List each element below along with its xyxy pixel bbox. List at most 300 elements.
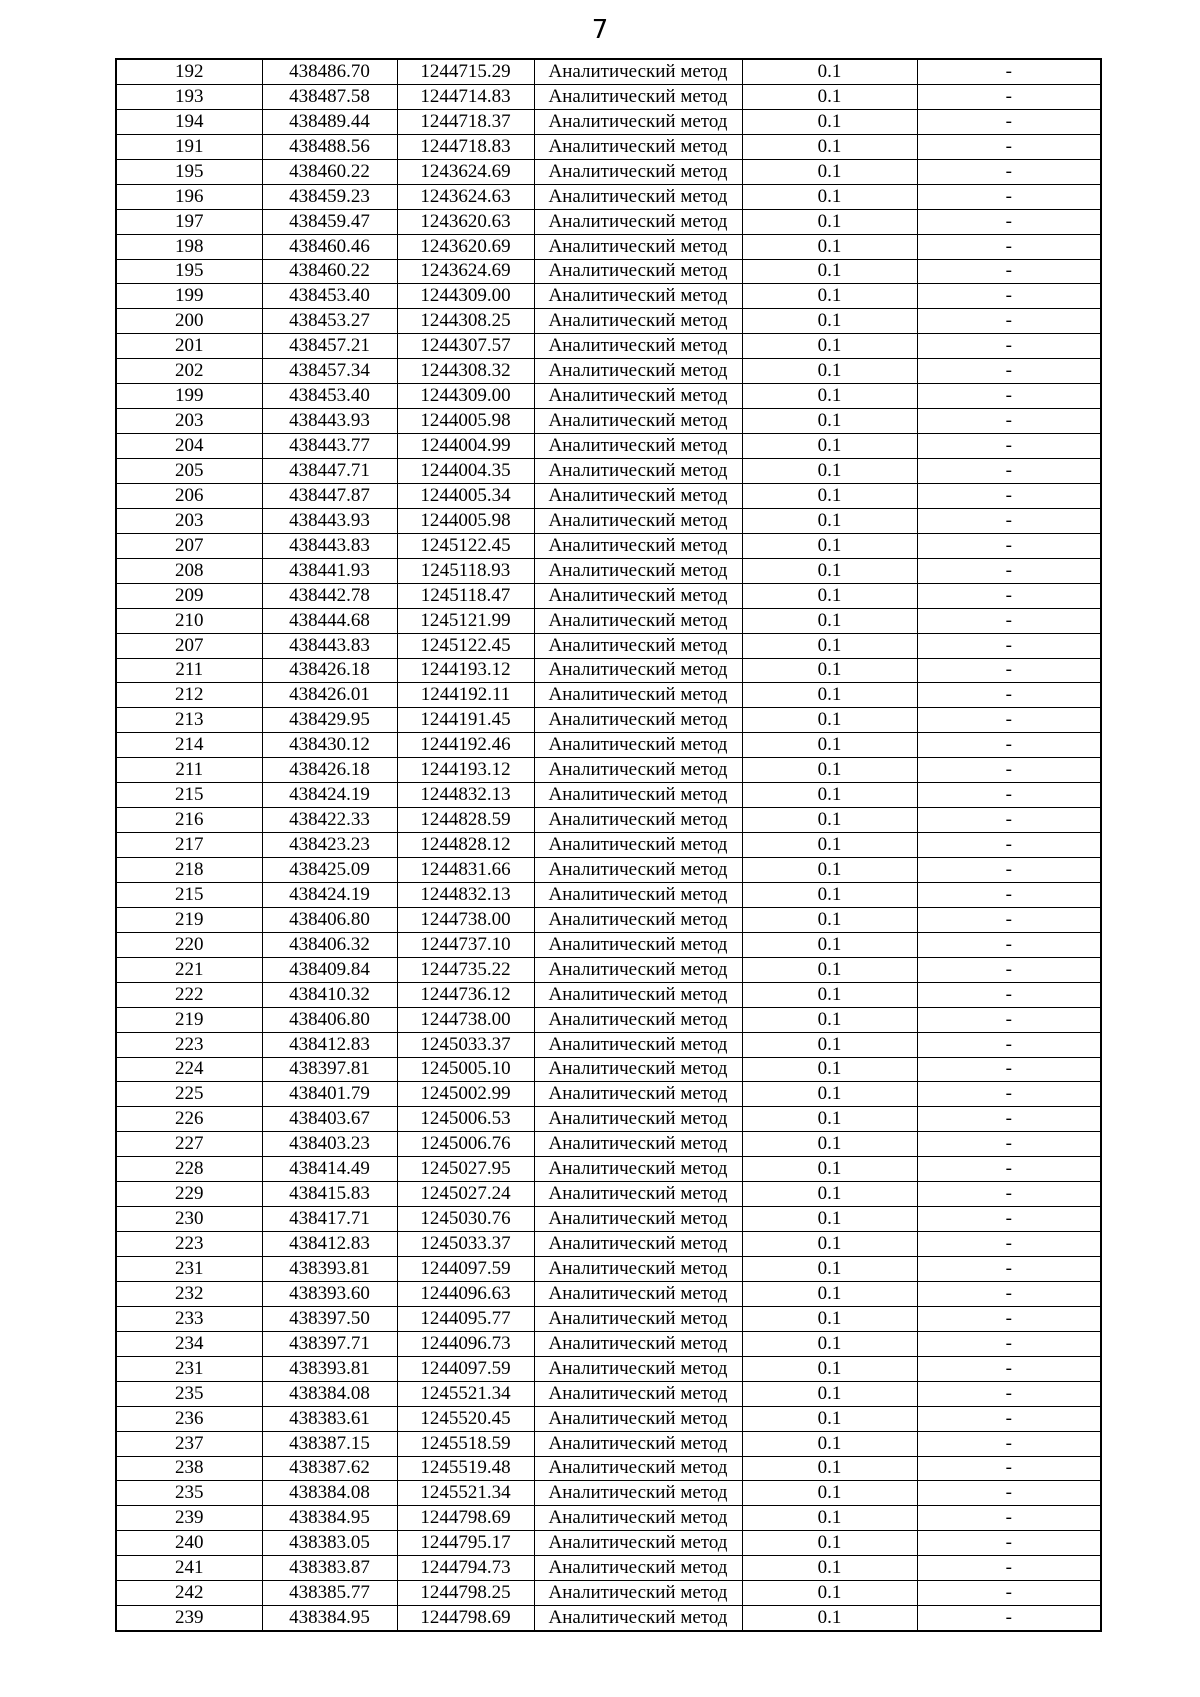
table-row bbox=[116, 758, 1101, 783]
y-coordinate-cell: 1245121.99 bbox=[397, 608, 534, 633]
table-row bbox=[116, 1032, 1101, 1057]
y-coordinate-cell: 1244715.29 bbox=[397, 59, 534, 84]
accuracy-cell: 0.1 bbox=[742, 1431, 917, 1456]
method-cell: Аналитический метод bbox=[534, 608, 742, 633]
method-cell: Аналитический метод bbox=[534, 159, 742, 184]
point-number-cell: 203 bbox=[116, 409, 262, 434]
y-coordinate-cell: 1244714.83 bbox=[397, 84, 534, 109]
point-number-cell: 223 bbox=[116, 1032, 262, 1057]
page-number: 7 bbox=[591, 15, 609, 45]
method-cell: Аналитический метод bbox=[534, 982, 742, 1007]
x-coordinate-cell: 438487.58 bbox=[262, 84, 397, 109]
y-coordinate-cell: 1244831.66 bbox=[397, 858, 534, 883]
x-coordinate-cell: 438453.27 bbox=[262, 309, 397, 334]
note-cell: - bbox=[917, 1581, 1101, 1606]
accuracy-cell: 0.1 bbox=[742, 1581, 917, 1606]
note-cell: - bbox=[917, 1232, 1101, 1257]
table-row bbox=[116, 1606, 1101, 1631]
y-coordinate-cell: 1245030.76 bbox=[397, 1207, 534, 1232]
point-number-cell: 193 bbox=[116, 84, 262, 109]
x-coordinate-cell: 438403.67 bbox=[262, 1107, 397, 1132]
note-cell: - bbox=[917, 1406, 1101, 1431]
table-row bbox=[116, 1456, 1101, 1481]
table-row bbox=[116, 633, 1101, 658]
y-coordinate-cell: 1243620.69 bbox=[397, 234, 534, 259]
accuracy-cell: 0.1 bbox=[742, 907, 917, 932]
accuracy-cell: 0.1 bbox=[742, 1032, 917, 1057]
x-coordinate-cell: 438459.23 bbox=[262, 184, 397, 209]
table-row bbox=[116, 359, 1101, 384]
method-cell: Аналитический метод bbox=[534, 1456, 742, 1481]
table-row bbox=[116, 159, 1101, 184]
point-number-cell: 216 bbox=[116, 808, 262, 833]
method-cell: Аналитический метод bbox=[534, 1356, 742, 1381]
note-cell: - bbox=[917, 1257, 1101, 1282]
table-row bbox=[116, 234, 1101, 259]
y-coordinate-cell: 1245122.45 bbox=[397, 533, 534, 558]
point-number-cell: 231 bbox=[116, 1257, 262, 1282]
y-coordinate-cell: 1245519.48 bbox=[397, 1456, 534, 1481]
accuracy-cell: 0.1 bbox=[742, 683, 917, 708]
point-number-cell: 206 bbox=[116, 483, 262, 508]
note-cell: - bbox=[917, 1182, 1101, 1207]
note-cell: - bbox=[917, 1007, 1101, 1032]
method-cell: Аналитический метод bbox=[534, 134, 742, 159]
accuracy-cell: 0.1 bbox=[742, 384, 917, 409]
point-number-cell: 211 bbox=[116, 658, 262, 683]
method-cell: Аналитический метод bbox=[534, 284, 742, 309]
note-cell: - bbox=[917, 1306, 1101, 1331]
method-cell: Аналитический метод bbox=[534, 1531, 742, 1556]
x-coordinate-cell: 438459.47 bbox=[262, 209, 397, 234]
x-coordinate-cell: 438425.09 bbox=[262, 858, 397, 883]
point-number-cell: 239 bbox=[116, 1606, 262, 1631]
method-cell: Аналитический метод bbox=[534, 508, 742, 533]
x-coordinate-cell: 438443.93 bbox=[262, 508, 397, 533]
accuracy-cell: 0.1 bbox=[742, 1356, 917, 1381]
x-coordinate-cell: 438422.33 bbox=[262, 808, 397, 833]
method-cell: Аналитический метод bbox=[534, 1032, 742, 1057]
accuracy-cell: 0.1 bbox=[742, 1057, 917, 1082]
x-coordinate-cell: 438460.46 bbox=[262, 234, 397, 259]
table-row bbox=[116, 1157, 1101, 1182]
point-number-cell: 202 bbox=[116, 359, 262, 384]
y-coordinate-cell: 1245520.45 bbox=[397, 1406, 534, 1431]
accuracy-cell: 0.1 bbox=[742, 733, 917, 758]
y-coordinate-cell: 1244192.11 bbox=[397, 683, 534, 708]
table-row bbox=[116, 334, 1101, 359]
point-number-cell: 199 bbox=[116, 284, 262, 309]
x-coordinate-cell: 438424.19 bbox=[262, 882, 397, 907]
method-cell: Аналитический метод bbox=[534, 384, 742, 409]
x-coordinate-cell: 438453.40 bbox=[262, 284, 397, 309]
method-cell: Аналитический метод bbox=[534, 1606, 742, 1631]
table-row bbox=[116, 783, 1101, 808]
y-coordinate-cell: 1244096.73 bbox=[397, 1331, 534, 1356]
table-row bbox=[116, 932, 1101, 957]
x-coordinate-cell: 438426.18 bbox=[262, 658, 397, 683]
note-cell: - bbox=[917, 1481, 1101, 1506]
note-cell: - bbox=[917, 1556, 1101, 1581]
accuracy-cell: 0.1 bbox=[742, 1257, 917, 1282]
table-row bbox=[116, 1107, 1101, 1132]
point-number-cell: 219 bbox=[116, 1007, 262, 1032]
table-row bbox=[116, 708, 1101, 733]
table-row bbox=[116, 409, 1101, 434]
y-coordinate-cell: 1244736.12 bbox=[397, 982, 534, 1007]
y-coordinate-cell: 1243624.69 bbox=[397, 159, 534, 184]
note-cell: - bbox=[917, 384, 1101, 409]
table-row bbox=[116, 1306, 1101, 1331]
y-coordinate-cell: 1244005.98 bbox=[397, 409, 534, 434]
accuracy-cell: 0.1 bbox=[742, 1232, 917, 1257]
y-coordinate-cell: 1244718.37 bbox=[397, 109, 534, 134]
method-cell: Аналитический метод bbox=[534, 932, 742, 957]
x-coordinate-cell: 438423.23 bbox=[262, 833, 397, 858]
method-cell: Аналитический метод bbox=[534, 1431, 742, 1456]
table-row bbox=[116, 858, 1101, 883]
method-cell: Аналитический метод bbox=[534, 633, 742, 658]
point-number-cell: 192 bbox=[116, 59, 262, 84]
note-cell: - bbox=[917, 59, 1101, 84]
point-number-cell: 205 bbox=[116, 459, 262, 484]
note-cell: - bbox=[917, 957, 1101, 982]
method-cell: Аналитический метод bbox=[534, 808, 742, 833]
x-coordinate-cell: 438409.84 bbox=[262, 957, 397, 982]
note-cell: - bbox=[917, 134, 1101, 159]
y-coordinate-cell: 1245521.34 bbox=[397, 1381, 534, 1406]
point-number-cell: 201 bbox=[116, 334, 262, 359]
y-coordinate-cell: 1244193.12 bbox=[397, 758, 534, 783]
note-cell: - bbox=[917, 1381, 1101, 1406]
method-cell: Аналитический метод bbox=[534, 184, 742, 209]
table-row bbox=[116, 1481, 1101, 1506]
method-cell: Аналитический метод bbox=[534, 309, 742, 334]
point-number-cell: 219 bbox=[116, 907, 262, 932]
method-cell: Аналитический метод bbox=[534, 583, 742, 608]
note-cell: - bbox=[917, 309, 1101, 334]
method-cell: Аналитический метод bbox=[534, 1581, 742, 1606]
y-coordinate-cell: 1244718.83 bbox=[397, 134, 534, 159]
accuracy-cell: 0.1 bbox=[742, 1406, 917, 1431]
x-coordinate-cell: 438384.95 bbox=[262, 1506, 397, 1531]
accuracy-cell: 0.1 bbox=[742, 434, 917, 459]
note-cell: - bbox=[917, 259, 1101, 284]
point-number-cell: 204 bbox=[116, 434, 262, 459]
point-number-cell: 235 bbox=[116, 1381, 262, 1406]
y-coordinate-cell: 1244308.32 bbox=[397, 359, 534, 384]
note-cell: - bbox=[917, 209, 1101, 234]
y-coordinate-cell: 1245118.93 bbox=[397, 558, 534, 583]
y-coordinate-cell: 1244832.13 bbox=[397, 882, 534, 907]
method-cell: Аналитический метод bbox=[534, 683, 742, 708]
accuracy-cell: 0.1 bbox=[742, 658, 917, 683]
method-cell: Аналитический метод bbox=[534, 1207, 742, 1232]
y-coordinate-cell: 1244005.98 bbox=[397, 508, 534, 533]
note-cell: - bbox=[917, 109, 1101, 134]
table-row bbox=[116, 1331, 1101, 1356]
method-cell: Аналитический метод bbox=[534, 1481, 742, 1506]
y-coordinate-cell: 1244828.59 bbox=[397, 808, 534, 833]
x-coordinate-cell: 438444.68 bbox=[262, 608, 397, 633]
point-number-cell: 200 bbox=[116, 309, 262, 334]
note-cell: - bbox=[917, 1207, 1101, 1232]
point-number-cell: 207 bbox=[116, 533, 262, 558]
x-coordinate-cell: 438426.18 bbox=[262, 758, 397, 783]
x-coordinate-cell: 438383.87 bbox=[262, 1556, 397, 1581]
table-row bbox=[116, 982, 1101, 1007]
note-cell: - bbox=[917, 1157, 1101, 1182]
accuracy-cell: 0.1 bbox=[742, 84, 917, 109]
point-number-cell: 231 bbox=[116, 1356, 262, 1381]
accuracy-cell: 0.1 bbox=[742, 1531, 917, 1556]
x-coordinate-cell: 438385.77 bbox=[262, 1581, 397, 1606]
y-coordinate-cell: 1245005.10 bbox=[397, 1057, 534, 1082]
table-row bbox=[116, 1182, 1101, 1207]
x-coordinate-cell: 438397.71 bbox=[262, 1331, 397, 1356]
accuracy-cell: 0.1 bbox=[742, 259, 917, 284]
note-cell: - bbox=[917, 1331, 1101, 1356]
accuracy-cell: 0.1 bbox=[742, 1281, 917, 1306]
accuracy-cell: 0.1 bbox=[742, 1107, 917, 1132]
x-coordinate-cell: 438410.32 bbox=[262, 982, 397, 1007]
accuracy-cell: 0.1 bbox=[742, 583, 917, 608]
x-coordinate-cell: 438424.19 bbox=[262, 783, 397, 808]
table-row bbox=[116, 1057, 1101, 1082]
point-number-cell: 241 bbox=[116, 1556, 262, 1581]
x-coordinate-cell: 438460.22 bbox=[262, 159, 397, 184]
point-number-cell: 218 bbox=[116, 858, 262, 883]
note-cell: - bbox=[917, 833, 1101, 858]
y-coordinate-cell: 1245118.47 bbox=[397, 583, 534, 608]
point-number-cell: 234 bbox=[116, 1331, 262, 1356]
point-number-cell: 197 bbox=[116, 209, 262, 234]
accuracy-cell: 0.1 bbox=[742, 1606, 917, 1631]
point-number-cell: 242 bbox=[116, 1581, 262, 1606]
method-cell: Аналитический метод bbox=[534, 1107, 742, 1132]
table-row bbox=[116, 608, 1101, 633]
method-cell: Аналитический метод bbox=[534, 1506, 742, 1531]
table-row bbox=[116, 309, 1101, 334]
y-coordinate-cell: 1244795.17 bbox=[397, 1531, 534, 1556]
coordinates-table bbox=[115, 58, 1102, 1632]
y-coordinate-cell: 1244832.13 bbox=[397, 783, 534, 808]
accuracy-cell: 0.1 bbox=[742, 234, 917, 259]
table-row bbox=[116, 84, 1101, 109]
accuracy-cell: 0.1 bbox=[742, 633, 917, 658]
accuracy-cell: 0.1 bbox=[742, 957, 917, 982]
x-coordinate-cell: 438415.83 bbox=[262, 1182, 397, 1207]
note-cell: - bbox=[917, 1032, 1101, 1057]
method-cell: Аналитический метод bbox=[534, 1182, 742, 1207]
method-cell: Аналитический метод bbox=[534, 558, 742, 583]
point-number-cell: 238 bbox=[116, 1456, 262, 1481]
note-cell: - bbox=[917, 434, 1101, 459]
note-cell: - bbox=[917, 882, 1101, 907]
table-row bbox=[116, 1356, 1101, 1381]
note-cell: - bbox=[917, 234, 1101, 259]
accuracy-cell: 0.1 bbox=[742, 1456, 917, 1481]
method-cell: Аналитический метод bbox=[534, 359, 742, 384]
y-coordinate-cell: 1245122.45 bbox=[397, 633, 534, 658]
y-coordinate-cell: 1244307.57 bbox=[397, 334, 534, 359]
note-cell: - bbox=[917, 533, 1101, 558]
accuracy-cell: 0.1 bbox=[742, 982, 917, 1007]
table-row bbox=[116, 833, 1101, 858]
table-row bbox=[116, 733, 1101, 758]
table-row bbox=[116, 1381, 1101, 1406]
point-number-cell: 236 bbox=[116, 1406, 262, 1431]
point-number-cell: 211 bbox=[116, 758, 262, 783]
table-row bbox=[116, 1531, 1101, 1556]
point-number-cell: 214 bbox=[116, 733, 262, 758]
accuracy-cell: 0.1 bbox=[742, 1082, 917, 1107]
point-number-cell: 233 bbox=[116, 1306, 262, 1331]
y-coordinate-cell: 1243620.63 bbox=[397, 209, 534, 234]
x-coordinate-cell: 438457.21 bbox=[262, 334, 397, 359]
method-cell: Аналитический метод bbox=[534, 1281, 742, 1306]
method-cell: Аналитический метод bbox=[534, 1306, 742, 1331]
x-coordinate-cell: 438447.87 bbox=[262, 483, 397, 508]
y-coordinate-cell: 1245521.34 bbox=[397, 1481, 534, 1506]
x-coordinate-cell: 438406.80 bbox=[262, 907, 397, 932]
x-coordinate-cell: 438383.61 bbox=[262, 1406, 397, 1431]
x-coordinate-cell: 438403.23 bbox=[262, 1132, 397, 1157]
x-coordinate-cell: 438393.81 bbox=[262, 1356, 397, 1381]
accuracy-cell: 0.1 bbox=[742, 508, 917, 533]
x-coordinate-cell: 438406.80 bbox=[262, 1007, 397, 1032]
note-cell: - bbox=[917, 758, 1101, 783]
x-coordinate-cell: 438443.83 bbox=[262, 633, 397, 658]
accuracy-cell: 0.1 bbox=[742, 134, 917, 159]
note-cell: - bbox=[917, 483, 1101, 508]
point-number-cell: 212 bbox=[116, 683, 262, 708]
note-cell: - bbox=[917, 284, 1101, 309]
method-cell: Аналитический метод bbox=[534, 783, 742, 808]
accuracy-cell: 0.1 bbox=[742, 1207, 917, 1232]
table-row bbox=[116, 1281, 1101, 1306]
table-row bbox=[116, 459, 1101, 484]
y-coordinate-cell: 1244005.34 bbox=[397, 483, 534, 508]
y-coordinate-cell: 1244735.22 bbox=[397, 957, 534, 982]
table-row bbox=[116, 658, 1101, 683]
method-cell: Аналитический метод bbox=[534, 1331, 742, 1356]
method-cell: Аналитический метод bbox=[534, 483, 742, 508]
point-number-cell: 227 bbox=[116, 1132, 262, 1157]
method-cell: Аналитический метод bbox=[534, 109, 742, 134]
accuracy-cell: 0.1 bbox=[742, 483, 917, 508]
table-row bbox=[116, 1506, 1101, 1531]
accuracy-cell: 0.1 bbox=[742, 558, 917, 583]
x-coordinate-cell: 438489.44 bbox=[262, 109, 397, 134]
accuracy-cell: 0.1 bbox=[742, 708, 917, 733]
note-cell: - bbox=[917, 932, 1101, 957]
accuracy-cell: 0.1 bbox=[742, 1306, 917, 1331]
note-cell: - bbox=[917, 409, 1101, 434]
point-number-cell: 209 bbox=[116, 583, 262, 608]
point-number-cell: 224 bbox=[116, 1057, 262, 1082]
point-number-cell: 223 bbox=[116, 1232, 262, 1257]
y-coordinate-cell: 1244794.73 bbox=[397, 1556, 534, 1581]
note-cell: - bbox=[917, 683, 1101, 708]
point-number-cell: 220 bbox=[116, 932, 262, 957]
method-cell: Аналитический метод bbox=[534, 1257, 742, 1282]
accuracy-cell: 0.1 bbox=[742, 533, 917, 558]
table-row bbox=[116, 1581, 1101, 1606]
accuracy-cell: 0.1 bbox=[742, 359, 917, 384]
method-cell: Аналитический метод bbox=[534, 1232, 742, 1257]
note-cell: - bbox=[917, 334, 1101, 359]
accuracy-cell: 0.1 bbox=[742, 309, 917, 334]
point-number-cell: 230 bbox=[116, 1207, 262, 1232]
y-coordinate-cell: 1244191.45 bbox=[397, 708, 534, 733]
accuracy-cell: 0.1 bbox=[742, 159, 917, 184]
x-coordinate-cell: 438393.60 bbox=[262, 1281, 397, 1306]
point-number-cell: 199 bbox=[116, 384, 262, 409]
y-coordinate-cell: 1244798.69 bbox=[397, 1506, 534, 1531]
method-cell: Аналитический метод bbox=[534, 733, 742, 758]
point-number-cell: 215 bbox=[116, 783, 262, 808]
table-row bbox=[116, 1431, 1101, 1456]
accuracy-cell: 0.1 bbox=[742, 184, 917, 209]
table-row bbox=[116, 508, 1101, 533]
point-number-cell: 225 bbox=[116, 1082, 262, 1107]
note-cell: - bbox=[917, 1082, 1101, 1107]
point-number-cell: 229 bbox=[116, 1182, 262, 1207]
table-row bbox=[116, 284, 1101, 309]
accuracy-cell: 0.1 bbox=[742, 1157, 917, 1182]
point-number-cell: 194 bbox=[116, 109, 262, 134]
y-coordinate-cell: 1244004.35 bbox=[397, 459, 534, 484]
accuracy-cell: 0.1 bbox=[742, 783, 917, 808]
accuracy-cell: 0.1 bbox=[742, 1331, 917, 1356]
accuracy-cell: 0.1 bbox=[742, 459, 917, 484]
method-cell: Аналитический метод bbox=[534, 59, 742, 84]
note-cell: - bbox=[917, 1281, 1101, 1306]
note-cell: - bbox=[917, 658, 1101, 683]
y-coordinate-cell: 1244192.46 bbox=[397, 733, 534, 758]
y-coordinate-cell: 1245006.76 bbox=[397, 1132, 534, 1157]
method-cell: Аналитический метод bbox=[534, 833, 742, 858]
method-cell: Аналитический метод bbox=[534, 234, 742, 259]
accuracy-cell: 0.1 bbox=[742, 59, 917, 84]
accuracy-cell: 0.1 bbox=[742, 882, 917, 907]
point-number-cell: 196 bbox=[116, 184, 262, 209]
point-number-cell: 203 bbox=[116, 508, 262, 533]
note-cell: - bbox=[917, 858, 1101, 883]
point-number-cell: 239 bbox=[116, 1506, 262, 1531]
note-cell: - bbox=[917, 608, 1101, 633]
table-row bbox=[116, 583, 1101, 608]
note-cell: - bbox=[917, 508, 1101, 533]
table-row bbox=[116, 1082, 1101, 1107]
table-row bbox=[116, 882, 1101, 907]
y-coordinate-cell: 1245027.24 bbox=[397, 1182, 534, 1207]
accuracy-cell: 0.1 bbox=[742, 608, 917, 633]
point-number-cell: 215 bbox=[116, 882, 262, 907]
table-row bbox=[116, 683, 1101, 708]
x-coordinate-cell: 438384.95 bbox=[262, 1606, 397, 1631]
point-number-cell: 213 bbox=[116, 708, 262, 733]
y-coordinate-cell: 1244737.10 bbox=[397, 932, 534, 957]
y-coordinate-cell: 1244309.00 bbox=[397, 384, 534, 409]
x-coordinate-cell: 438414.49 bbox=[262, 1157, 397, 1182]
x-coordinate-cell: 438384.08 bbox=[262, 1381, 397, 1406]
note-cell: - bbox=[917, 1107, 1101, 1132]
x-coordinate-cell: 438453.40 bbox=[262, 384, 397, 409]
point-number-cell: 240 bbox=[116, 1531, 262, 1556]
note-cell: - bbox=[917, 84, 1101, 109]
